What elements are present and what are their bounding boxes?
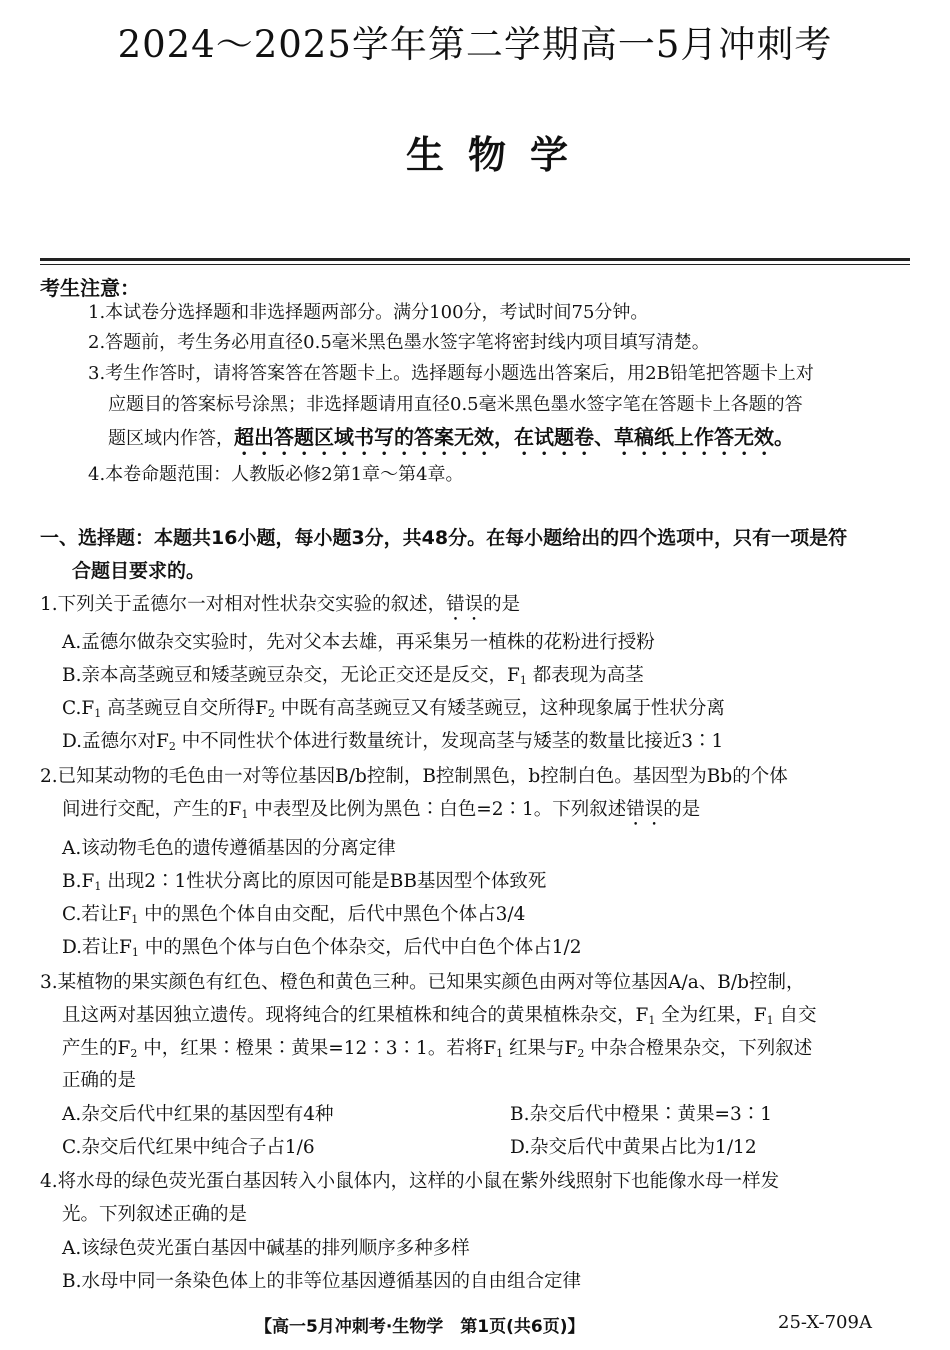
question-1-option-d: [62, 727, 723, 762]
question-1-option-c: [62, 694, 725, 729]
subscript: 2: [577, 1047, 585, 1060]
option-text: B.F: [62, 871, 95, 892]
question-3-option-c: C.杂交后代红果中纯合子占1/6: [62, 1137, 315, 1158]
emphasis-word: 错误: [626, 799, 664, 820]
question-text: 间进行交配，产生的F: [62, 799, 242, 820]
question-4-option-b: B.水母中同一条染色体上的非等位基因遵循基因的自由组合定律: [62, 1271, 581, 1292]
question-text: 1.下列关于孟德尔一对相对性状杂交实验的叙述，: [40, 594, 447, 615]
notice-item-3: 3.考生作答时，请将答案答在答题卡上。选择题每小题选出答案后，用2B铅笔把答题卡上对: [88, 363, 814, 384]
question-2-option-a: A.该动物毛色的遗传遵循基因的分离定律: [62, 838, 396, 859]
question-3-stem: 3.某植物的果实颜色有红色、橙色和黄色三种。已知果实颜色由两对等位基因A/a、B/b控制，: [40, 972, 805, 993]
option-text: C.F: [62, 698, 95, 719]
option-text: 高茎豌豆自交所得F: [107, 698, 268, 719]
subscript: 1: [496, 1047, 504, 1060]
subscript: 1: [519, 674, 527, 687]
option-text: 中的黑色个体与白色个体杂交，后代中白色个体占1/2: [144, 937, 582, 958]
section-heading-cont: 合题目要求的。: [72, 560, 206, 582]
question-text: 的是: [483, 594, 521, 615]
subscript: 1: [241, 808, 249, 821]
option-text: D.若让F: [62, 937, 132, 958]
question-3-stem-cont: [62, 1001, 816, 1036]
option-text: 中的黑色个体自由交配，后代中黑色个体占3/4: [144, 904, 526, 925]
question-4-stem: 4.将水母的绿色荧光蛋白基因转入小鼠体内，这样的小鼠在紫外线照射下也能像水母一样发: [40, 1171, 780, 1192]
question-1-option-b: [62, 661, 644, 696]
notice-heading: 考生注意：: [40, 276, 140, 300]
question-text: 自交: [779, 1005, 817, 1026]
subscript: 2: [130, 1047, 138, 1060]
exam-title: 2024～2025学年第二学期高一5月冲刺考: [117, 23, 833, 66]
subscript: 2: [267, 707, 275, 720]
notice-item-3-text: 题区域内作答，: [108, 428, 234, 449]
option-text: 中不同性状个体进行数量统计，发现高茎与矮茎的数量比接近3∶1: [181, 731, 724, 752]
option-text: C.若让F: [62, 904, 132, 925]
option-text: 出现2∶1性状分离比的原因可能是BB基因型个体致死: [107, 871, 547, 892]
option-text: 中既有高茎豌豆又有矮茎豌豆，这种现象属于性状分离: [280, 698, 725, 719]
notice-emphasis: 超出答题区域书写的答案无效，在试题卷、草稿纸上作答无效。: [234, 425, 794, 449]
question-1-option-a: A.孟德尔做杂交实验时，先对父本去雄，再采集另一植株的花粉进行授粉: [62, 632, 655, 653]
question-text: 且这两对基因独立遗传。现将纯合的红果植株和纯合的黄果植株杂交，F: [62, 1005, 649, 1026]
notice-item-3-cont: 应题目的答案标号涂黑；非选择题请用直径0.5毫米黑色墨水签字笔在答题卡上各题的答: [108, 394, 803, 415]
question-2-option-d: [62, 933, 582, 968]
question-2-stem: 2.已知某动物的毛色由一对等位基因B/b控制，B控制黑色，b控制白色。基因型为Bb的个体: [40, 766, 788, 787]
footer-page-info: 【高一5月冲刺考·生物学 第1页(共6页)】: [255, 1317, 585, 1337]
question-3-option-d: D.杂交后代中黄果占比为1/12: [510, 1137, 757, 1158]
notice-item-3-cont2: [108, 422, 794, 460]
question-1-stem: [40, 590, 520, 625]
question-3-stem-cont3: 正确的是: [62, 1070, 137, 1091]
section-heading: 一、选择题：本题共16小题，每小题3分，共48分。在每小题给出的四个选项中，只有一项是符: [40, 527, 848, 549]
option-text: B.亲本高茎豌豆和矮茎豌豆杂交，无论正交还是反交，F: [62, 665, 520, 686]
subscript: 1: [94, 707, 102, 720]
notice-item-1: 1.本试卷分选择题和非选择题两部分。满分100分，考试时间75分钟。: [88, 302, 649, 323]
subscript: 1: [131, 913, 139, 926]
question-3-option-b: B.杂交后代中橙果∶黄果=3∶1: [510, 1104, 773, 1125]
divider-thick: [40, 258, 910, 261]
question-text: 产生的F: [62, 1038, 131, 1059]
question-text: 中表型及比例为黑色∶白色=2∶1。下列叙述: [254, 799, 627, 820]
subscript: 2: [168, 740, 176, 753]
question-text: 全为红果，F: [661, 1005, 767, 1026]
question-text: 的是: [663, 799, 701, 820]
question-2-option-c: [62, 900, 525, 935]
subscript: 1: [94, 880, 102, 893]
question-3-stem-cont2: [62, 1034, 812, 1069]
question-2-stem-cont: [62, 795, 700, 830]
question-text: 中，红果∶橙果∶黄果=12∶3∶1。若将F: [143, 1038, 497, 1059]
subscript: 1: [648, 1014, 656, 1027]
emphasis-word: 错误: [446, 594, 484, 615]
question-2-option-b: [62, 867, 546, 902]
question-text: 中杂合橙果杂交，下列叙述: [590, 1038, 813, 1059]
subscript: 1: [131, 946, 139, 959]
footer-code: 25-X-709A: [778, 1312, 872, 1333]
notice-item-4: 4.本卷命题范围：人教版必修2第1章～第4章。: [88, 464, 464, 485]
subscript: 1: [766, 1014, 774, 1027]
subject-title: 生物学: [405, 133, 592, 177]
option-text: 都表现为高茎: [532, 665, 644, 686]
question-4-option-a: A.该绿色荧光蛋白基因中碱基的排列顺序多种多样: [62, 1238, 470, 1259]
notice-item-2: 2.答题前，考生务必用直径0.5毫米黑色墨水签字笔将密封线内项目填写清楚。: [88, 332, 710, 353]
divider-thin: [40, 264, 910, 265]
question-4-stem-cont: 光。下列叙述正确的是: [62, 1204, 248, 1225]
option-text: D.孟德尔对F: [62, 731, 169, 752]
question-text: 红果与F: [509, 1038, 578, 1059]
question-3-option-a: A.杂交后代中红果的基因型有4种: [62, 1104, 334, 1125]
